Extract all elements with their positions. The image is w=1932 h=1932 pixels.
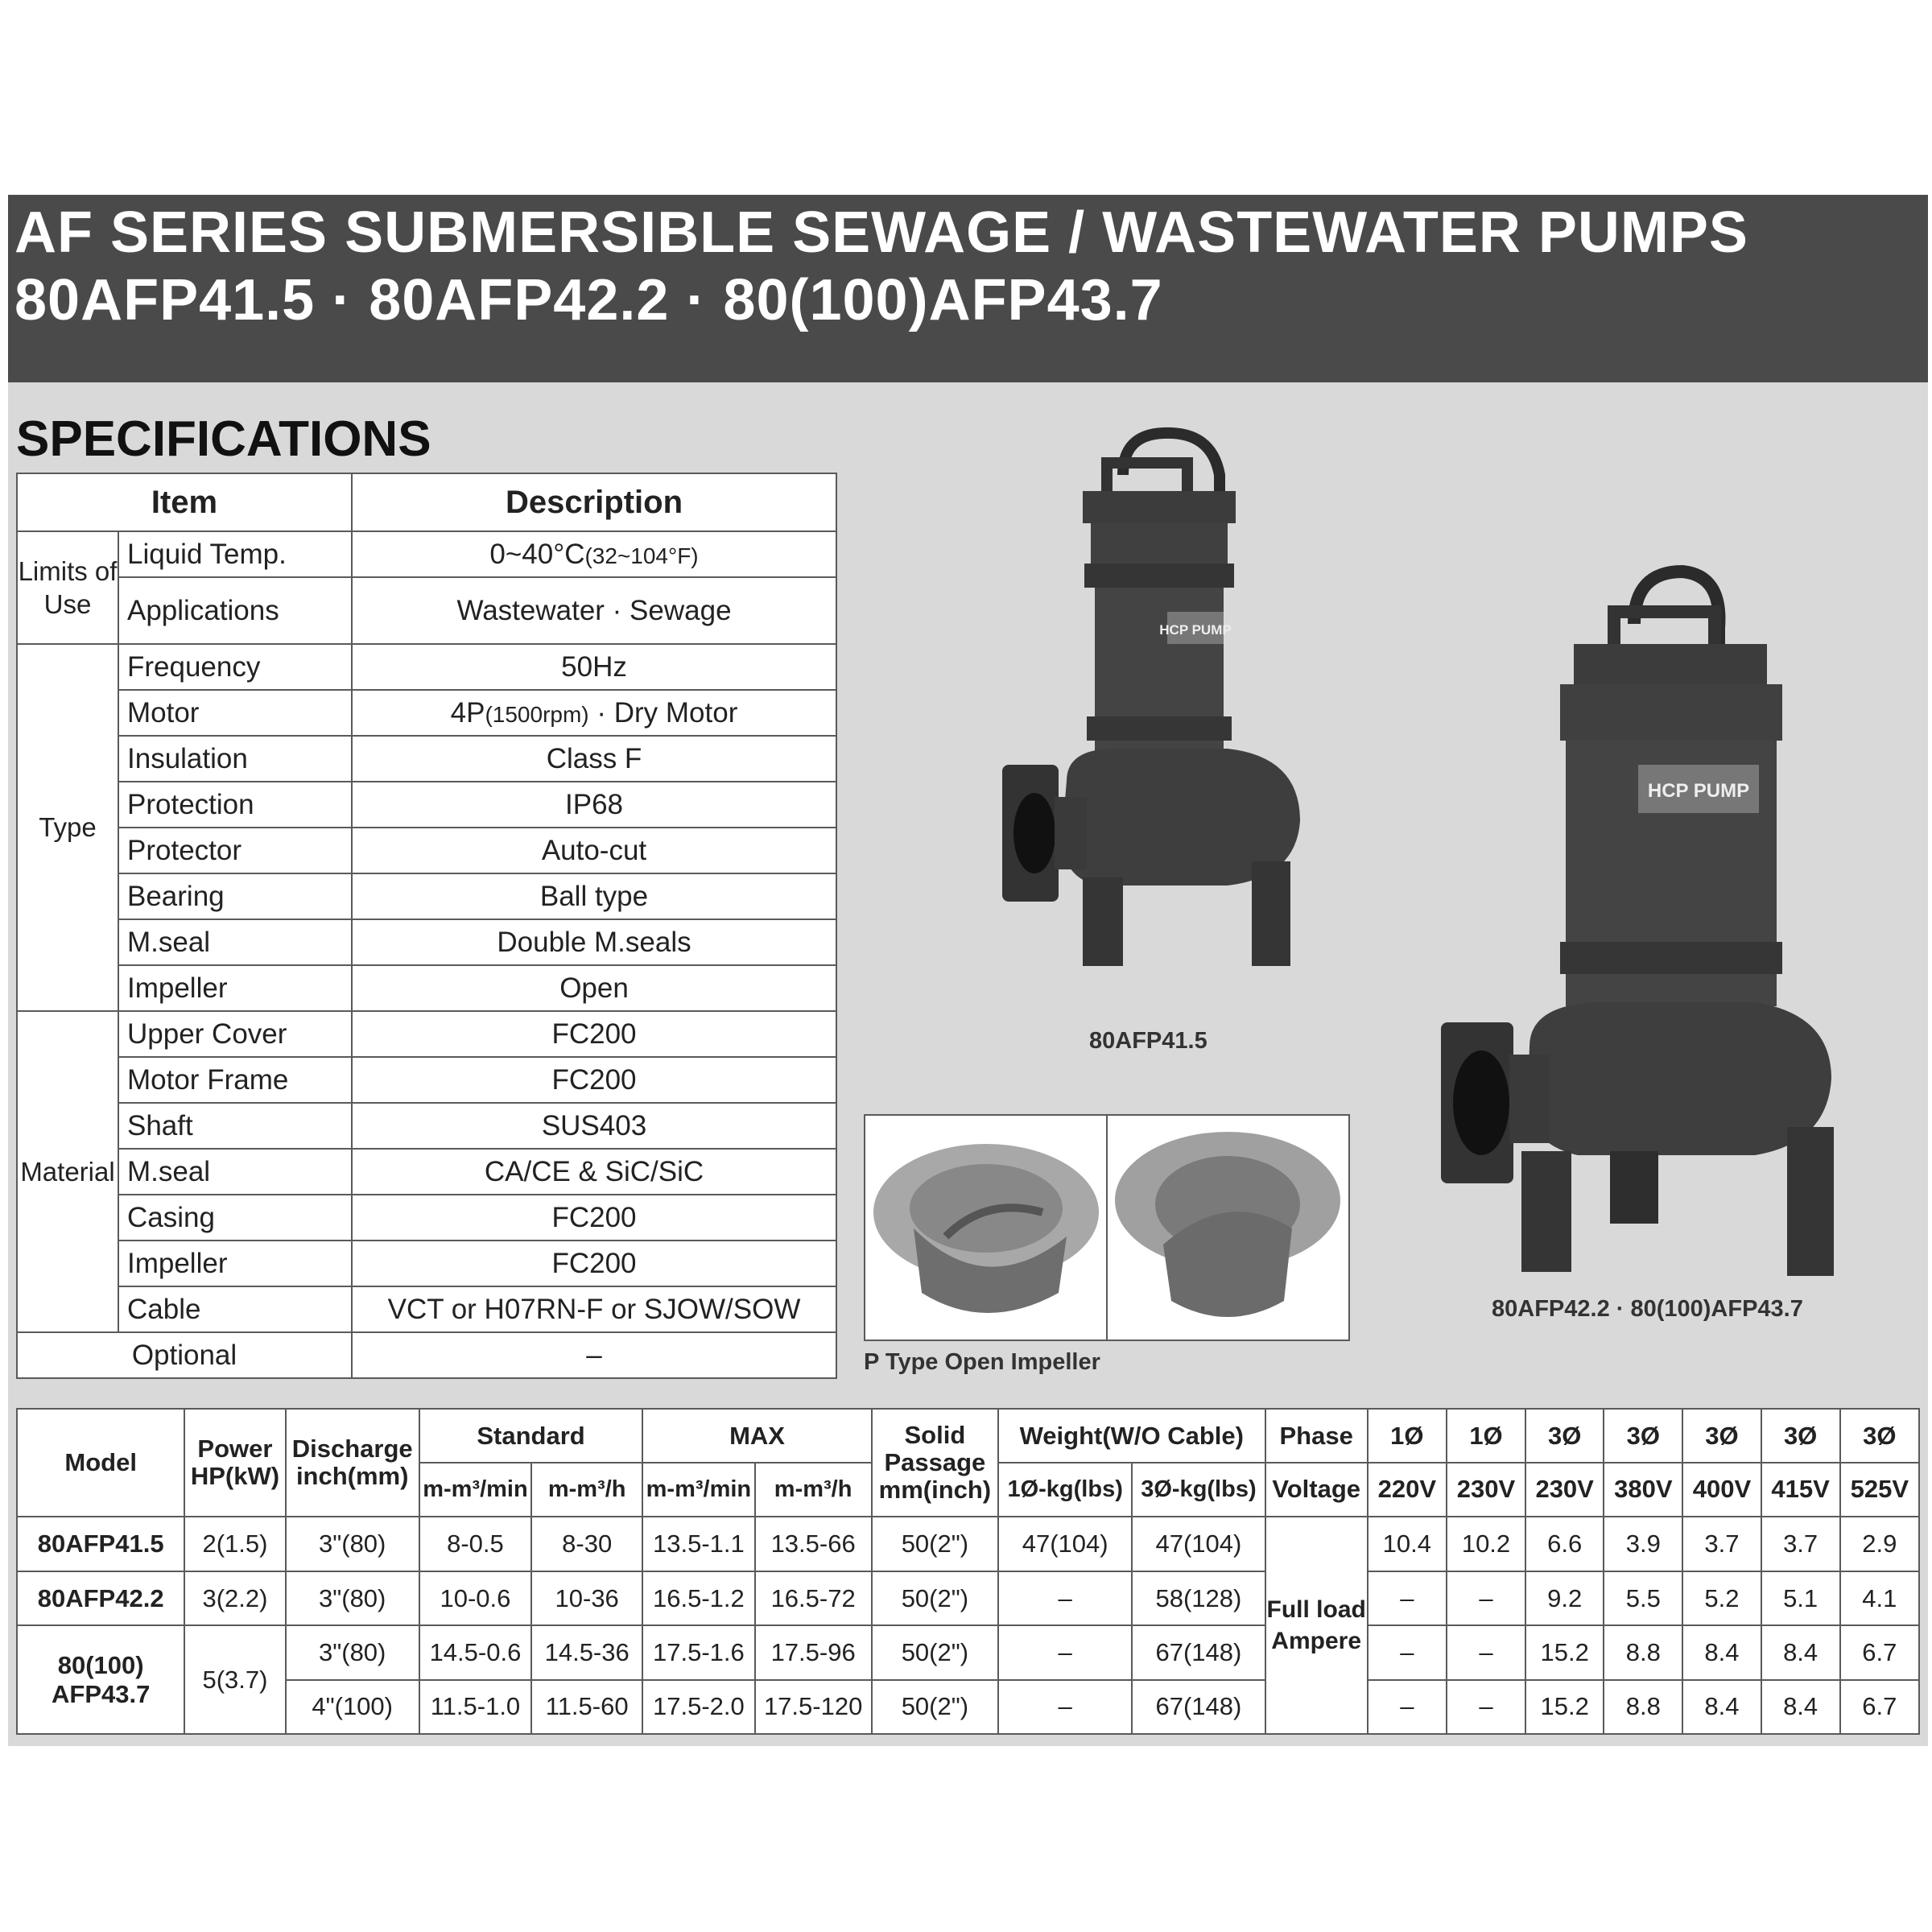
pump-upper-body xyxy=(1560,684,1782,741)
pump-handle xyxy=(1107,463,1187,495)
ampere-value: 8.8 xyxy=(1604,1625,1682,1679)
pump-leg xyxy=(1083,877,1123,966)
spec-desc: 50Hz xyxy=(352,644,836,690)
spec-row xyxy=(17,1149,836,1195)
std-h-value: 10-36 xyxy=(531,1571,642,1625)
max-h-value: 17.5-96 xyxy=(755,1625,872,1679)
ampere-value: – xyxy=(1368,1625,1447,1679)
col-std-h: m-m³/h xyxy=(531,1463,642,1516)
max-h-value: 13.5-66 xyxy=(755,1517,872,1571)
spec-row xyxy=(17,1103,836,1149)
brand-label: HCP PUMP xyxy=(1647,780,1750,802)
spec-desc: Double M.seals xyxy=(352,919,836,965)
pump-leg xyxy=(1610,1151,1658,1224)
impeller-image-2 xyxy=(1115,1132,1340,1317)
ampere-value: 3.7 xyxy=(1682,1517,1761,1571)
brand-label: HCP PUMP xyxy=(1159,622,1232,638)
weight-3ph-value: 47(104) xyxy=(1132,1517,1265,1571)
col-weight: Weight(W/O Cable) xyxy=(998,1409,1265,1463)
spec-row xyxy=(17,782,836,828)
pump-top-cover xyxy=(1083,491,1236,523)
std-min-value: 10-0.6 xyxy=(419,1571,531,1625)
spec-desc: CA/CE & SiC/SiC xyxy=(352,1149,836,1195)
phase-cell: 3Ø xyxy=(1682,1409,1761,1463)
impeller-caption: P Type Open Impeller xyxy=(864,1349,1100,1375)
discharge-value: 4"(100) xyxy=(286,1680,419,1734)
ampere-value: 2.9 xyxy=(1840,1517,1919,1571)
spec-desc: Class F xyxy=(352,736,836,782)
ampere-value: 3.9 xyxy=(1604,1517,1682,1571)
spec-item: Motor Frame xyxy=(118,1057,352,1103)
spec-row xyxy=(17,965,836,1011)
table-header-row xyxy=(17,1409,1919,1463)
group-limits-of-use: Limits of Use xyxy=(17,531,118,644)
discharge-value: 3"(80) xyxy=(286,1517,419,1571)
model-name: 80AFP42.2 xyxy=(17,1571,184,1625)
spec-item: Impeller xyxy=(118,965,352,1011)
spec-desc: Ball type xyxy=(352,873,836,919)
col-discharge: Discharge inch(mm) xyxy=(286,1409,419,1517)
col-max: MAX xyxy=(642,1409,871,1463)
specifications-table xyxy=(16,473,837,1379)
weight-3ph-value: 67(148) xyxy=(1132,1680,1265,1734)
max-h-value: 17.5-120 xyxy=(755,1680,872,1734)
spec-item: M.seal xyxy=(118,919,352,965)
spec-desc: 0~40°C(32~104°F) xyxy=(352,531,836,577)
ampere-value: 8.8 xyxy=(1604,1680,1682,1734)
std-h-value: 8-30 xyxy=(531,1517,642,1571)
table-row xyxy=(17,1680,1919,1734)
ampere-value: 5.1 xyxy=(1761,1571,1840,1625)
phase-cell: 1Ø xyxy=(1447,1409,1525,1463)
solid-value: 50(2") xyxy=(872,1571,998,1625)
pump-ring-lower xyxy=(1087,716,1232,741)
pump-leg xyxy=(1787,1127,1834,1276)
ampere-value: – xyxy=(1447,1571,1525,1625)
model-name: 80AFP41.5 xyxy=(17,1517,184,1571)
model-table xyxy=(16,1408,1920,1735)
std-min-value: 8-0.5 xyxy=(419,1517,531,1571)
spec-item: Shaft xyxy=(118,1103,352,1149)
discharge-value: 3"(80) xyxy=(286,1571,419,1625)
weight-1ph-value: 47(104) xyxy=(998,1517,1132,1571)
spec-item: Cable xyxy=(118,1286,352,1332)
spec-item: Protector xyxy=(118,828,352,873)
spec-desc: Wastewater · Sewage xyxy=(352,577,836,644)
spec-row xyxy=(17,644,836,690)
ampere-value: 15.2 xyxy=(1525,1625,1604,1679)
power-value: 5(3.7) xyxy=(184,1625,285,1734)
ampere-value: – xyxy=(1368,1571,1447,1625)
spec-row xyxy=(17,919,836,965)
spec-row xyxy=(17,1241,836,1286)
impeller-images xyxy=(865,1116,1348,1340)
spec-desc: 4P(1500rpm) · Dry Motor xyxy=(352,690,836,736)
discharge-opening xyxy=(1453,1051,1509,1155)
spec-row xyxy=(17,736,836,782)
voltage-cell: 380V xyxy=(1604,1463,1682,1516)
phase-cell: 1Ø xyxy=(1368,1409,1447,1463)
ampere-value: 5.5 xyxy=(1604,1571,1682,1625)
ampere-value: – xyxy=(1368,1680,1447,1734)
ampere-value: 3.7 xyxy=(1761,1517,1840,1571)
spec-desc: – xyxy=(352,1332,836,1378)
spec-row xyxy=(17,1332,836,1378)
group-material: Material xyxy=(17,1011,118,1332)
col-phase: Phase xyxy=(1265,1409,1368,1463)
table-row xyxy=(17,1517,1919,1571)
voltage-cell: 525V xyxy=(1840,1463,1919,1516)
pump-ring xyxy=(1084,564,1234,588)
ampere-value: 9.2 xyxy=(1525,1571,1604,1625)
spec-item: Insulation xyxy=(118,736,352,782)
impeller-image-frame xyxy=(864,1114,1350,1341)
spec-desc: VCT or H07RN-F or SJOW/SOW xyxy=(352,1286,836,1332)
pump-80afp41-5-image xyxy=(986,427,1324,1030)
spec-row xyxy=(17,690,836,736)
pump-80afp42-2-image xyxy=(1433,564,1852,1288)
page-title: AF SERIES SUBMERSIBLE SEWAGE / WASTEWATER PUMPS xyxy=(14,200,1748,265)
max-min-value: 16.5-1.2 xyxy=(642,1571,754,1625)
col-std-min: m-m³/min xyxy=(419,1463,531,1516)
col-item-header: Item xyxy=(17,473,352,531)
max-h-value: 16.5-72 xyxy=(755,1571,872,1625)
std-min-value: 14.5-0.6 xyxy=(419,1625,531,1679)
col-voltage: Voltage xyxy=(1265,1463,1368,1516)
pump-ring-lower xyxy=(1560,942,1782,974)
std-min-value: 11.5-1.0 xyxy=(419,1680,531,1734)
group-type: Type xyxy=(17,644,118,1011)
col-description-header: Description xyxy=(352,473,836,531)
table-row xyxy=(17,1571,1919,1625)
phase-cell: 3Ø xyxy=(1840,1409,1919,1463)
col-max-h: m-m³/h xyxy=(755,1463,872,1516)
spec-desc: FC200 xyxy=(352,1195,836,1241)
spec-item: M.seal xyxy=(118,1149,352,1195)
spec-row xyxy=(17,1011,836,1057)
spec-item: Upper Cover xyxy=(118,1011,352,1057)
pump2-caption: 80AFP42.2 · 80(100)AFP43.7 xyxy=(1492,1296,1803,1322)
spec-item: Motor xyxy=(118,690,352,736)
pump-handle xyxy=(1614,612,1715,648)
spec-item: Protection xyxy=(118,782,352,828)
ampere-value: 5.2 xyxy=(1682,1571,1761,1625)
ampere-value: 8.4 xyxy=(1682,1680,1761,1734)
spec-desc: SUS403 xyxy=(352,1103,836,1149)
max-min-value: 13.5-1.1 xyxy=(642,1517,754,1571)
ampere-value: 10.2 xyxy=(1447,1517,1525,1571)
pump-leg xyxy=(1521,1151,1571,1272)
discharge-neck xyxy=(1055,797,1087,869)
spec-item: Frequency xyxy=(118,644,352,690)
col-max-min: m-m³/min xyxy=(642,1463,754,1516)
model-name: 80(100) AFP43.7 xyxy=(17,1625,184,1734)
voltage-cell: 230V xyxy=(1525,1463,1604,1516)
ampere-value: 4.1 xyxy=(1840,1571,1919,1625)
pump-leg xyxy=(1252,861,1290,966)
full-load-ampere-label: Full load Ampere xyxy=(1265,1517,1368,1734)
pump-volute-casing xyxy=(1528,1002,1831,1155)
weight-3ph-value: 67(148) xyxy=(1132,1625,1265,1679)
spec-desc: Auto-cut xyxy=(352,828,836,873)
spec-desc: FC200 xyxy=(352,1241,836,1286)
impeller-image-1 xyxy=(873,1144,1099,1313)
spec-row xyxy=(17,873,836,919)
ampere-value: 10.4 xyxy=(1368,1517,1447,1571)
weight-1ph-value: – xyxy=(998,1571,1132,1625)
col-weight-3ph: 3Ø-kg(lbs) xyxy=(1132,1463,1265,1516)
ampere-value: 6.7 xyxy=(1840,1625,1919,1679)
spec-row xyxy=(17,1057,836,1103)
pump1-caption: 80AFP41.5 xyxy=(1089,1028,1208,1054)
col-weight-1ph: 1Ø-kg(lbs) xyxy=(998,1463,1132,1516)
ampere-value: 6.7 xyxy=(1840,1680,1919,1734)
ampere-value: – xyxy=(1447,1680,1525,1734)
spec-row xyxy=(17,577,836,644)
spec-row xyxy=(17,828,836,873)
spec-header-row xyxy=(17,473,836,531)
page-subtitle-models: 80AFP41.5 · 80AFP42.2 · 80(100)AFP43.7 xyxy=(14,268,1163,332)
std-h-value: 14.5-36 xyxy=(531,1625,642,1679)
pump-top-cover xyxy=(1574,644,1767,684)
spec-desc: IP68 xyxy=(352,782,836,828)
spec-item: Liquid Temp. xyxy=(118,531,352,577)
col-standard: Standard xyxy=(419,1409,642,1463)
weight-1ph-value: – xyxy=(998,1680,1132,1734)
spec-row xyxy=(17,531,836,577)
ampere-value: 8.4 xyxy=(1761,1625,1840,1679)
max-min-value: 17.5-1.6 xyxy=(642,1625,754,1679)
spec-item: Impeller xyxy=(118,1241,352,1286)
phase-cell: 3Ø xyxy=(1525,1409,1604,1463)
spec-item: Bearing xyxy=(118,873,352,919)
specifications-heading: SPECIFICATIONS xyxy=(16,411,431,467)
col-solid-passage: Solid Passage mm(inch) xyxy=(872,1409,998,1517)
weight-3ph-value: 58(128) xyxy=(1132,1571,1265,1625)
power-value: 2(1.5) xyxy=(184,1517,285,1571)
max-min-value: 17.5-2.0 xyxy=(642,1680,754,1734)
spec-row xyxy=(17,1286,836,1332)
ampere-value: 6.6 xyxy=(1525,1517,1604,1571)
col-power: Power HP(kW) xyxy=(184,1409,285,1517)
voltage-cell: 400V xyxy=(1682,1463,1761,1516)
std-h-value: 11.5-60 xyxy=(531,1680,642,1734)
solid-value: 50(2") xyxy=(872,1625,998,1679)
spec-desc: FC200 xyxy=(352,1057,836,1103)
power-value: 3(2.2) xyxy=(184,1571,285,1625)
solid-value: 50(2") xyxy=(872,1680,998,1734)
spec-item: Applications xyxy=(118,577,352,644)
discharge-neck xyxy=(1509,1055,1550,1143)
spec-desc: Open xyxy=(352,965,836,1011)
ampere-value: 15.2 xyxy=(1525,1680,1604,1734)
spec-item: Casing xyxy=(118,1195,352,1241)
voltage-cell: 415V xyxy=(1761,1463,1840,1516)
discharge-value: 3"(80) xyxy=(286,1625,419,1679)
voltage-cell: 220V xyxy=(1368,1463,1447,1516)
ampere-value: – xyxy=(1447,1625,1525,1679)
phase-cell: 3Ø xyxy=(1604,1409,1682,1463)
discharge-opening xyxy=(1013,793,1055,873)
solid-value: 50(2") xyxy=(872,1517,998,1571)
voltage-cell: 230V xyxy=(1447,1463,1525,1516)
ampere-value: 8.4 xyxy=(1761,1680,1840,1734)
weight-1ph-value: – xyxy=(998,1625,1132,1679)
ampere-value: 8.4 xyxy=(1682,1625,1761,1679)
spec-row xyxy=(17,1195,836,1241)
table-row xyxy=(17,1625,1919,1679)
spec-item-optional: Optional xyxy=(17,1332,352,1378)
spec-desc: FC200 xyxy=(352,1011,836,1057)
phase-cell: 3Ø xyxy=(1761,1409,1840,1463)
col-model: Model xyxy=(17,1409,184,1517)
